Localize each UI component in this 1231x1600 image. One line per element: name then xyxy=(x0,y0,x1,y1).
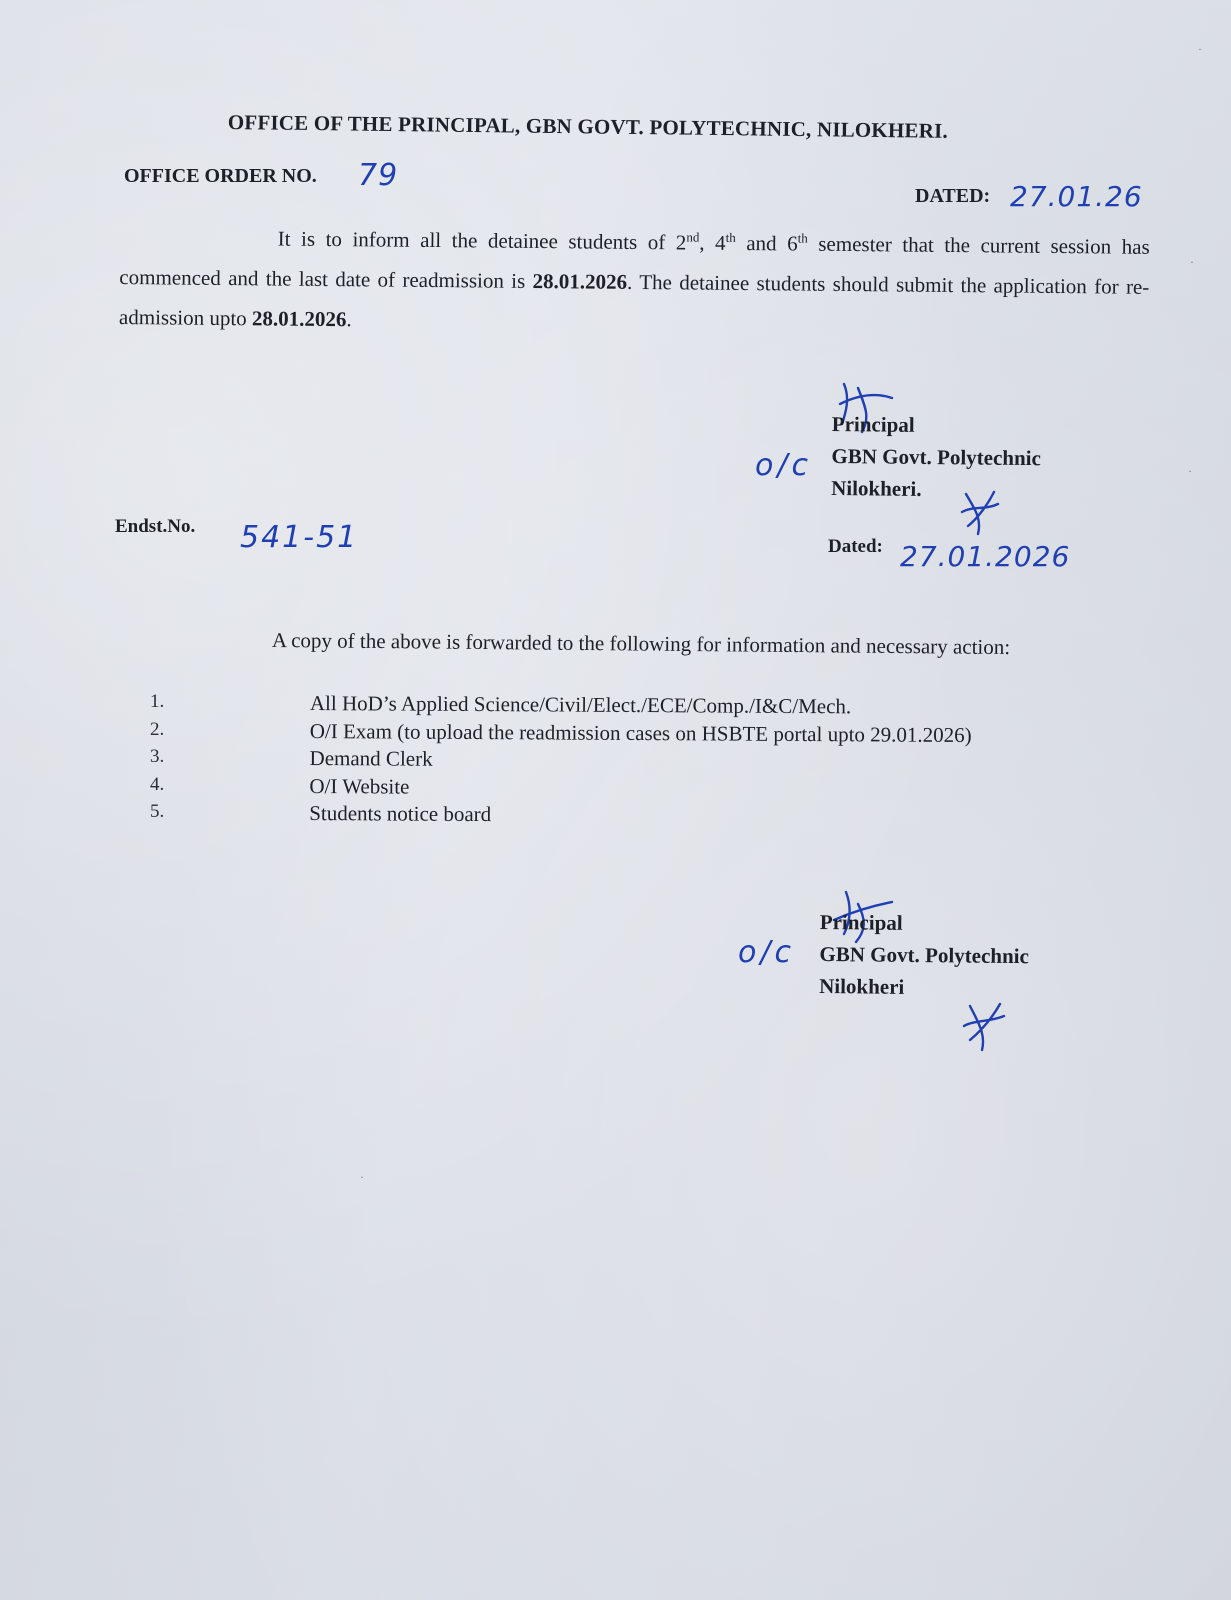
oc-note-1: o/c xyxy=(755,448,812,483)
endorsement-number: 541-51 xyxy=(240,520,359,555)
signatory-org: GBN Govt. Polytechnic xyxy=(819,941,1030,969)
office-order-label: OFFICE ORDER NO. xyxy=(124,165,317,187)
signatory-place: Nilokheri. xyxy=(831,475,922,501)
signatory-place: Nilokheri xyxy=(819,973,905,999)
endorsement-dated-value: 27.01.2026 xyxy=(900,540,1071,573)
signatory-title: Principal xyxy=(831,411,915,437)
paper-speck: · xyxy=(1190,255,1194,269)
recipient-list xyxy=(309,690,972,832)
paper-speck: · xyxy=(1188,464,1192,478)
order-body-paragraph: It is to inform all the detainee students of 2nd, 4th and 6th semester that the current session has commenced and the last date of readmission is 28.01.2026. The detainee students should submit the application for re-admission upto 28.01.2026. xyxy=(118,226,1150,332)
paper-speck: · xyxy=(1198,42,1202,56)
order-dated-label: DATED: xyxy=(915,185,991,207)
oc-note-2: o/c xyxy=(738,935,795,970)
endorsement-dated-label: Dated: xyxy=(828,536,883,557)
initials-mark-1 xyxy=(958,490,1008,540)
list-number: 1. xyxy=(150,691,165,712)
order-dated-value: 27.01.26 xyxy=(1010,180,1143,213)
office-order-number: 79 xyxy=(358,158,399,193)
list-number: 4. xyxy=(150,773,165,795)
readmission-last-date: 28.01.2026 xyxy=(532,268,628,294)
endorsement-label: Endst.No. xyxy=(115,516,196,537)
list-number: 2. xyxy=(150,718,165,740)
list-number: 3. xyxy=(150,746,165,767)
list-item: O/I Exam (to upload the readmission cases on HSBTE portal upto 29.01.2026) xyxy=(309,718,972,747)
forward-intro: A copy of the above is forwarded to the following for information and necessary action: xyxy=(271,628,1011,660)
office-heading: OFFICE OF THE PRINCIPAL, GBN GOVT. POLYTECHNIC, NILOKHERI. xyxy=(227,110,949,143)
list-number: 5. xyxy=(150,801,165,822)
list-item: O/I Website xyxy=(309,773,410,799)
list-item: Students notice board xyxy=(309,800,492,827)
signature-block-2 xyxy=(819,906,1029,1004)
paper-speck: · xyxy=(360,1170,364,1184)
list-item: All HoD’s Applied Science/Civil/Elect./ECE/Comp./I&C/Mech. xyxy=(309,691,852,719)
recipient-numbers xyxy=(150,688,164,826)
signatory-title: Principal xyxy=(819,909,903,935)
signatory-org: GBN Govt. Polytechnic xyxy=(831,443,1042,471)
list-item: Demand Clerk xyxy=(309,745,433,771)
signature-block-1 xyxy=(831,408,1041,506)
submission-last-date: 28.01.2026 xyxy=(251,306,347,332)
initials-mark-2 xyxy=(960,1000,1010,1056)
